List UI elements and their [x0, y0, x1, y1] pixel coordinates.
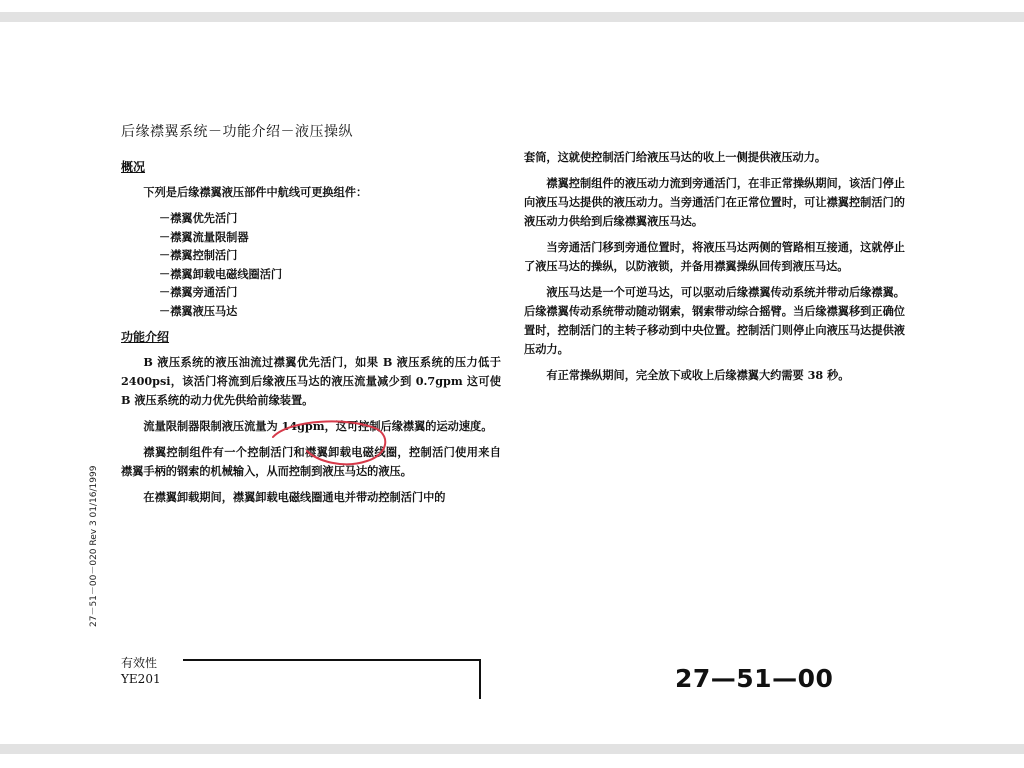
paragraph: 襟翼控制组件的液压动力流到旁通活门，在非正常操纵期间，该活门停止向液压马达提供的液压动力。当旁通活门在正常位置时，可让襟翼控制活门的液压动力供给到后缘襟翼液压马达。	[524, 176, 905, 228]
overview-intro: 下列是后缘襟翼液压部件中航线可更换组件：	[143, 185, 368, 199]
handwritten-circle-annotation	[265, 415, 395, 475]
list-item: －襟翼卸载电磁线圈活门	[159, 266, 283, 281]
paragraph: 流量限制器限制液压流量为 14gpm，这可控制后缘襟翼的运动速度。	[143, 419, 493, 433]
validity-block	[121, 655, 161, 687]
side-document-code: 27－51－00－020 Rev 3 01/16/1999	[89, 465, 99, 627]
page-code: 27—51—00	[675, 664, 834, 693]
validity-label: 有效性	[121, 656, 158, 670]
page-title: 后缘襟翼系统－功能介绍－液压操纵	[121, 124, 353, 140]
top-band	[0, 12, 1024, 22]
list-item: －襟翼液压马达	[159, 303, 238, 318]
overview-heading: 概况	[121, 160, 146, 174]
footer-rule-vertical	[479, 659, 481, 699]
footer-rule-horizontal	[183, 659, 481, 661]
validity-code: YE201	[121, 672, 161, 686]
component-list	[159, 209, 501, 320]
paragraph: 液压马达是一个可逆马达，可以驱动后缘襟翼传动系统并带动后缘襟翼。后缘襟翼传动系统带动随动钢索，钢索带动综合摇臂。当后缘襟翼移到正确位置时，控制活门的主转子移动到中央位置。控制活门则停止向液压马达提供液压动力。	[524, 285, 905, 356]
right-column	[524, 148, 905, 392]
paragraph: 襟翼控制组件有一个控制活门和襟翼卸载电磁线圈，控制活门使用来自襟翼手柄的钢索的机械输入，从而控制到液压马达的液压。	[121, 445, 501, 478]
list-item: －襟翼流量限制器	[159, 229, 249, 244]
function-heading: 功能介绍	[121, 330, 170, 344]
list-item: －襟翼优先活门	[159, 211, 238, 225]
paragraph: 在襟翼卸载期间，襟翼卸载电磁线圈通电并带动控制活门中的	[143, 490, 446, 504]
list-item: －襟翼控制活门	[159, 248, 238, 262]
bottom-band	[0, 744, 1024, 754]
list-item: －襟翼旁通活门	[159, 285, 238, 299]
paragraph: 当旁通活门移到旁通位置时，将液压马达两侧的管路相互接通，这就停止了液压马达的操纵，以防液锁，并备用襟翼操纵回传到液压马达。	[524, 240, 905, 273]
paragraph-continuation: 套筒，这就使控制活门给液压马达的收上一侧提供液压动力。	[524, 150, 827, 164]
paragraph: 有正常操纵期间，完全放下或收上后缘襟翼大约需要 38 秒。	[546, 368, 850, 382]
paragraph: B 液压系统的液压油流过襟翼优先活门，如果 B 液压系统的压力低于 2400psi，该活门将流到后缘液压马达的液压流量减少到 0.7gpm 这可使 B 液压系统的动力优先供给前缘装置。	[121, 355, 501, 407]
